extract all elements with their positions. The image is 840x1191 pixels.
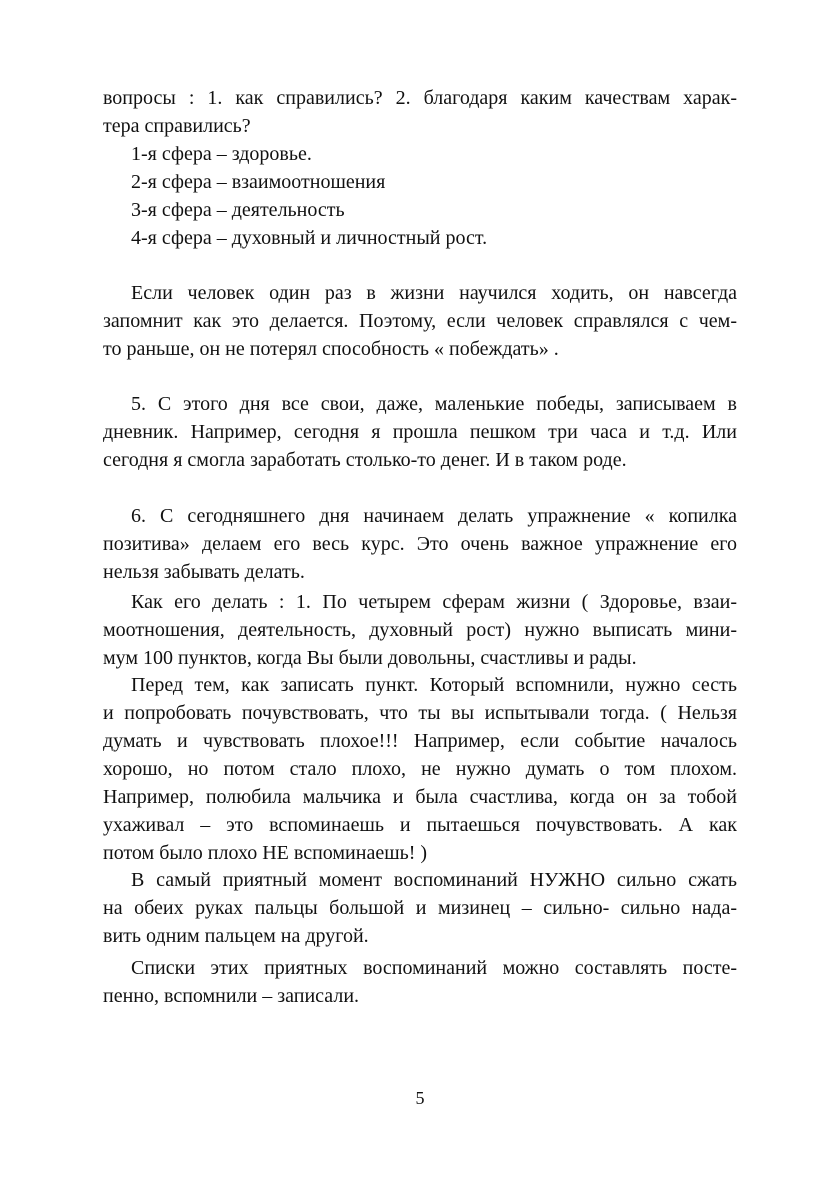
- text-line: Например, полюбила мальчика и была счастлива, когда он за тобой: [103, 786, 737, 808]
- text-line: хорошо, но потом стало плохо, не нужно думать о том плохом.: [103, 758, 737, 780]
- list-item: 4-я сфера – духовный и личностный рост.: [131, 227, 488, 249]
- text-line: Перед тем, как записать пункт. Который вспомнили, нужно сесть: [131, 674, 737, 696]
- text-line: нельзя забывать делать.: [103, 561, 305, 583]
- text-line: моотношения, деятельность, духовный рост) нужно выписать мини-: [103, 619, 737, 641]
- text-line: вопросы : 1. как справились? 2. благодаря каким качествам харак-: [103, 87, 737, 109]
- text-line: запомнит как это делается. Поэтому, если человек справлялся с чем-: [103, 310, 737, 332]
- text-line: Как его делать : 1. По четырем сферам жизни ( Здоровье, взаи-: [131, 591, 737, 613]
- intro-paragraph: [103, 84, 737, 140]
- page-number: 5: [415, 1088, 425, 1108]
- text-line: думать и чувствовать плохое!!! Например, если событие началось: [103, 730, 737, 752]
- text-line: мум 100 пунктов, когда Вы были довольны, счастливы и рады.: [103, 647, 637, 669]
- text-line: Списки этих приятных воспоминаний можно составлять посте-: [131, 957, 737, 979]
- text-line: на обеих руках пальцы большой и мизинец – сильно- сильно нада-: [103, 897, 737, 919]
- item-5-paragraph: [103, 390, 737, 474]
- text-line: ухаживал – это вспоминаешь и пытаешься почувствовать. А как: [103, 814, 737, 836]
- text-line: Если человек один раз в жизни научился ходить, он навсегда: [131, 282, 737, 304]
- text-line: пенно, вспомнили – записали.: [103, 985, 360, 1007]
- text-line: то раньше, он не потерял способность « побеждать» .: [103, 338, 559, 360]
- before-writing-paragraph: [103, 671, 737, 867]
- walking-paragraph: [103, 279, 737, 363]
- text-line: и попробовать почувствовать, что ты вы испытывали тогда. ( Нельзя: [103, 702, 737, 724]
- text-line: 5. С этого дня все свои, даже, маленькие победы, записываем в: [131, 393, 737, 415]
- text-line: В самый приятный момент воспоминаний НУЖНО сильно сжать: [131, 869, 737, 891]
- text-line: позитива» делаем его весь курс. Это очень важное упражнение его: [103, 533, 737, 555]
- item-6-paragraph: [103, 502, 737, 586]
- how-to-paragraph: [103, 588, 737, 672]
- text-line: 6. С сегодняшнего дня начинаем делать упражнение « копилка: [131, 505, 737, 527]
- lists-paragraph: [103, 954, 737, 1010]
- list-item: 2-я сфера – взаимоотношения: [131, 171, 386, 193]
- list-item: 1-я сфера – здоровье.: [131, 143, 312, 165]
- list-item: 3-я сфера – деятельность: [131, 199, 345, 221]
- pleasant-moment-paragraph: [103, 866, 737, 950]
- text-line: тера справились?: [103, 115, 251, 137]
- text-line: сегодня я смогла заработать столько-то денег. И в таком роде.: [103, 449, 627, 471]
- spheres-list: [103, 140, 737, 252]
- text-line: потом было плохо НЕ вспоминаешь! ): [103, 842, 428, 864]
- text-line: дневник. Например, сегодня я прошла пешком три часа и т.д. Или: [103, 421, 737, 443]
- text-line: вить одним пальцем на другой.: [103, 925, 369, 947]
